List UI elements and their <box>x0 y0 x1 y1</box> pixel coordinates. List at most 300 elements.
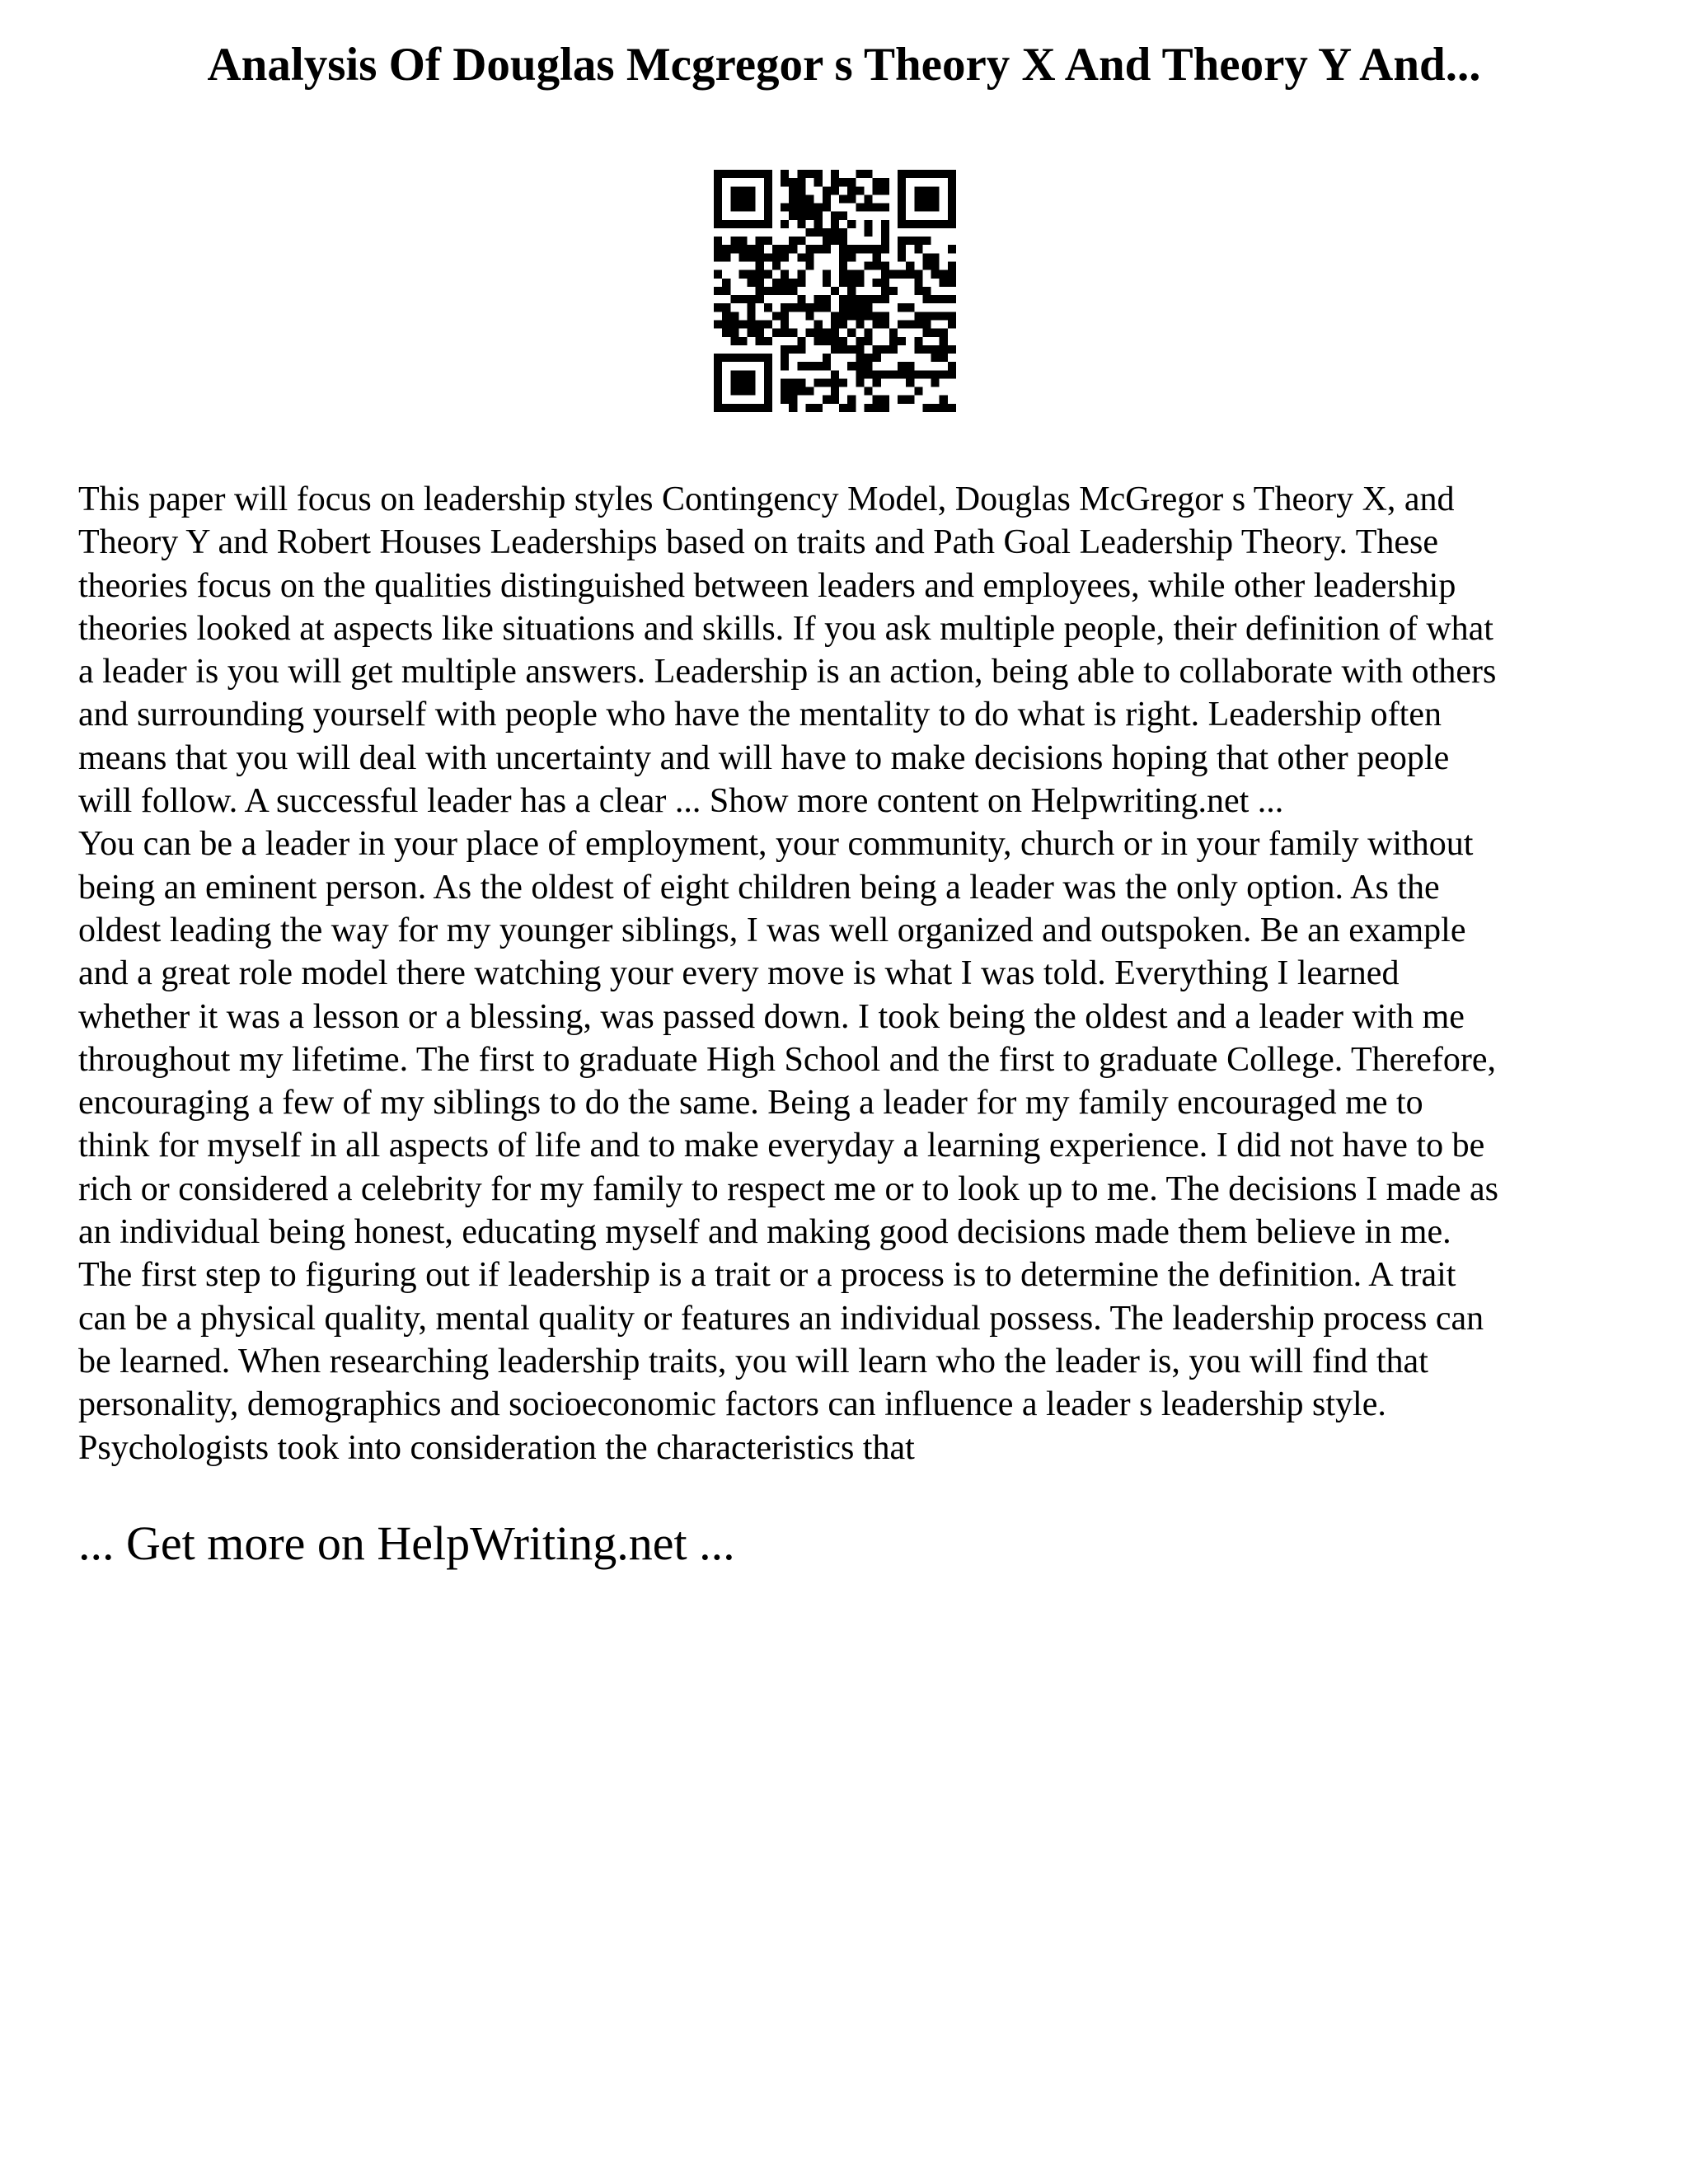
qr-module <box>898 370 906 378</box>
qr-module <box>781 204 789 212</box>
qr-module <box>847 220 856 228</box>
qr-module <box>839 253 847 261</box>
qr-module <box>906 270 914 279</box>
qr-module <box>781 329 789 337</box>
qr-module <box>738 337 747 345</box>
text-line: be learned. When researching leadership traits, you will learn who the leader is, you will find that <box>78 1342 1428 1380</box>
qr-module <box>789 378 797 387</box>
qr-module <box>789 237 797 245</box>
qr-module <box>898 253 906 261</box>
qr-module <box>748 295 756 303</box>
qr-module <box>714 303 722 312</box>
qr-module <box>772 287 781 295</box>
qr-module <box>789 186 797 194</box>
qr-module <box>864 404 872 412</box>
qr-module <box>856 320 864 328</box>
qr-module <box>781 345 789 354</box>
qr-module <box>914 270 922 279</box>
qr-module <box>823 295 831 303</box>
qr-module <box>940 354 948 362</box>
qr-module <box>948 270 956 279</box>
qr-module <box>714 354 772 362</box>
qr-module <box>864 370 872 378</box>
qr-module <box>856 170 864 178</box>
qr-module <box>931 253 940 261</box>
text-line: and surrounding yourself with people who have the mentality to do what is right. Leadership often <box>78 696 1442 734</box>
qr-module <box>730 337 738 345</box>
qr-module <box>823 337 831 345</box>
qr-module <box>789 387 797 396</box>
qr-module <box>738 253 747 261</box>
qr-module <box>730 295 738 303</box>
qr-module <box>797 387 805 396</box>
text-line: rich or considered a celebrity for my family to respect me or to look up to me. The decisions I made as <box>78 1169 1499 1208</box>
qr-module <box>948 245 956 253</box>
qr-module <box>756 279 764 287</box>
qr-module <box>714 220 772 228</box>
qr-module <box>881 237 889 245</box>
qr-module <box>931 378 940 387</box>
qr-module <box>806 245 814 253</box>
qr-module <box>889 337 898 345</box>
paragraph-1 <box>78 478 1628 823</box>
qr-module <box>881 312 889 320</box>
qr-module <box>797 220 805 228</box>
text-line: theories focus on the qualities distinguished between leaders and employees, while other leadership <box>78 566 1456 605</box>
qr-module <box>940 295 948 303</box>
qr-module <box>864 329 872 337</box>
qr-module <box>789 178 797 186</box>
qr-module <box>940 404 948 412</box>
qr-module <box>940 345 948 354</box>
qr-module <box>948 312 956 320</box>
qr-module <box>847 329 856 337</box>
qr-module <box>748 253 756 261</box>
qr-module <box>797 303 805 312</box>
qr-module <box>839 194 847 203</box>
qr-module <box>814 178 823 186</box>
text-line: means that you will deal with uncertainty and will have to make decisions hoping that other people <box>78 738 1450 777</box>
text-line: Theory Y and Robert Houses Leaderships based on traits and Path Goal Leadership Theory. These <box>78 523 1438 562</box>
qr-module <box>797 178 805 186</box>
qr-module <box>856 303 864 312</box>
qr-module <box>748 270 756 279</box>
qr-module <box>856 362 864 370</box>
qr-module <box>856 204 864 212</box>
qr-module <box>789 396 797 404</box>
qr-module <box>856 295 864 303</box>
qr-module <box>856 370 864 378</box>
qr-module <box>722 329 730 337</box>
qr-module <box>789 194 797 203</box>
qr-module <box>823 228 831 237</box>
qr-module <box>789 345 797 354</box>
qr-module <box>797 295 805 303</box>
qr-module <box>823 194 831 203</box>
qr-module <box>814 204 823 212</box>
qr-module <box>864 194 872 203</box>
qr-module <box>781 387 789 396</box>
qr-module <box>931 354 940 362</box>
qr-module <box>898 337 906 345</box>
qr-module <box>839 228 847 237</box>
qr-module <box>730 245 738 253</box>
qr-module <box>831 212 839 220</box>
qr-module <box>948 370 956 378</box>
qr-module <box>898 220 956 228</box>
qr-module <box>898 170 956 178</box>
qr-module <box>847 270 856 279</box>
qr-module <box>940 396 948 404</box>
qr-module <box>806 329 814 337</box>
qr-module <box>864 337 872 345</box>
qr-module <box>948 320 956 328</box>
qr-module <box>806 194 814 203</box>
qr-module <box>722 287 730 295</box>
qr-module <box>806 387 814 396</box>
qr-module <box>781 245 789 253</box>
qr-module <box>797 279 805 287</box>
qr-module <box>839 178 847 186</box>
qr-module <box>781 270 789 279</box>
qr-module <box>914 387 922 396</box>
qr-module <box>781 220 789 228</box>
qr-module <box>814 170 823 178</box>
qr-module <box>748 320 756 328</box>
qr-module <box>873 186 881 194</box>
qr-module <box>789 303 797 312</box>
qr-module <box>823 237 831 245</box>
qr-module <box>789 245 797 253</box>
qr-module <box>922 312 931 320</box>
qr-module <box>756 287 764 295</box>
qr-module <box>823 245 831 253</box>
text-line: a leader is you will get multiple answers. Leadership is an action, being able to collaborate with others <box>78 653 1497 691</box>
qr-module <box>889 345 898 354</box>
qr-module <box>814 362 823 370</box>
qr-module <box>914 287 922 295</box>
qr-module <box>831 170 839 178</box>
qr-module <box>881 287 889 295</box>
qr-module <box>864 228 872 237</box>
qr-module <box>881 220 889 228</box>
qr-module <box>864 362 872 370</box>
qr-module <box>856 312 864 320</box>
qr-module <box>730 370 755 395</box>
get-more-link[interactable]: ... Get more on HelpWriting.net ... <box>78 1516 735 1570</box>
qr-module <box>831 396 839 404</box>
qr-module <box>748 245 756 253</box>
qr-module <box>756 253 764 261</box>
qr-module <box>781 396 789 404</box>
qr-module <box>714 245 722 253</box>
qr-module <box>839 320 847 328</box>
text-line: whether it was a lesson or a blessing, was passed down. I took being the oldest and a leader with me <box>78 997 1465 1036</box>
qr-module <box>881 404 889 412</box>
qr-module <box>722 245 730 253</box>
text-line: The first step to figuring out if leadership is a trait or a process is to determine the definition. A trait <box>78 1256 1456 1295</box>
qr-module <box>881 178 889 186</box>
qr-module <box>730 329 738 337</box>
qr-module <box>831 387 839 396</box>
qr-module <box>948 262 956 270</box>
qr-module <box>847 362 856 370</box>
qr-module <box>756 270 764 279</box>
text-line: throughout my lifetime. The first to graduate High School and the first to graduate College. Therefore, <box>78 1040 1496 1079</box>
text-line: can be a physical quality, mental quality or features an individual possess. The leadership process can <box>78 1299 1484 1338</box>
qr-module <box>831 337 839 345</box>
qr-module <box>831 220 839 228</box>
qr-module <box>914 279 922 287</box>
qr-module <box>839 312 847 320</box>
qr-module <box>756 295 764 303</box>
qr-module <box>864 312 872 320</box>
text-line: think for myself in all aspects of life and to make everyday a learning experience. I did not have to be <box>78 1127 1485 1165</box>
qr-module <box>772 329 781 337</box>
qr-module <box>931 370 940 378</box>
qr-module <box>823 354 831 362</box>
qr-module <box>789 404 797 412</box>
qr-module <box>772 262 781 270</box>
text-line: being an eminent person. As the oldest of eight children being a leader was the only option. As the <box>78 868 1440 907</box>
qr-module <box>873 295 881 303</box>
qr-module <box>797 378 805 387</box>
qr-module <box>847 295 856 303</box>
qr-module <box>714 170 772 178</box>
qr-module <box>814 378 823 387</box>
qr-module <box>873 204 881 212</box>
qr-module <box>931 270 940 279</box>
qr-module <box>806 204 814 212</box>
qr-module <box>797 337 805 345</box>
qr-module <box>856 186 864 194</box>
qr-module <box>797 186 805 194</box>
qr-module <box>940 370 948 378</box>
qr-module <box>748 303 756 312</box>
qr-module <box>797 170 805 178</box>
qr-module <box>864 204 872 212</box>
qr-module <box>839 404 847 412</box>
qr-module <box>714 320 722 328</box>
qr-module <box>889 270 898 279</box>
qr-module <box>806 170 814 178</box>
qr-module <box>806 303 814 312</box>
qr-module <box>781 312 789 320</box>
qr-module <box>772 245 781 253</box>
qr-module <box>823 329 831 337</box>
qr-module <box>847 287 856 295</box>
qr-module <box>797 204 805 212</box>
qr-module <box>831 178 839 186</box>
qr-module <box>839 245 847 253</box>
qr-module <box>756 262 764 270</box>
qr-module <box>881 345 889 354</box>
document-body <box>78 478 1628 1469</box>
qr-module <box>748 279 756 287</box>
qr-module <box>764 354 772 412</box>
qr-module <box>889 287 898 295</box>
qr-module <box>714 270 722 279</box>
document-title: Analysis Of Douglas Mcgregor s Theory X And Theory Y And... <box>207 39 1481 91</box>
qr-module <box>831 312 839 320</box>
qr-module <box>814 329 823 337</box>
qr-module <box>881 245 889 253</box>
qr-module <box>914 245 922 253</box>
qr-module <box>931 262 940 270</box>
qr-module <box>756 329 764 337</box>
qr-module <box>764 270 772 279</box>
qr-module <box>756 337 764 345</box>
text-line: encouraging a few of my siblings to do the same. Being a leader for my family encouraged me to <box>78 1084 1423 1122</box>
qr-module <box>856 378 864 387</box>
qr-module <box>789 329 797 337</box>
qr-module <box>898 245 906 253</box>
paragraph-2 <box>78 823 1628 1469</box>
qr-module <box>931 312 940 320</box>
qr-module <box>898 170 906 228</box>
qr-module <box>714 237 722 245</box>
qr-module <box>797 345 805 354</box>
qr-module <box>940 329 948 337</box>
qr-module <box>847 312 856 320</box>
qr-module <box>906 320 914 328</box>
qr-module <box>738 245 747 253</box>
qr-module <box>864 262 872 270</box>
qr-module <box>764 253 772 261</box>
qr-module <box>789 279 797 287</box>
qr-module <box>856 245 864 253</box>
qr-module <box>922 329 931 337</box>
qr-module <box>714 170 722 228</box>
qr-module <box>922 320 931 328</box>
qr-module <box>772 253 781 261</box>
qr-module <box>839 345 847 354</box>
qr-module <box>948 362 956 370</box>
qr-module <box>806 312 814 320</box>
qr-module <box>922 262 931 270</box>
qr-module <box>881 262 889 270</box>
qr-module <box>789 204 797 212</box>
qr-module <box>914 370 922 378</box>
qr-module <box>847 194 856 203</box>
qr-module <box>940 337 948 345</box>
qr-module <box>839 378 847 387</box>
qr-module <box>873 354 881 362</box>
qr-module <box>722 279 730 287</box>
qr-module <box>831 378 839 387</box>
qr-module <box>906 370 914 378</box>
qr-module <box>781 170 789 178</box>
qr-module <box>940 270 948 279</box>
qr-module <box>730 186 755 211</box>
qr-module <box>914 345 922 354</box>
qr-module <box>864 295 872 303</box>
qr-module <box>814 220 823 228</box>
qr-module <box>873 262 881 270</box>
qr-module <box>856 345 864 354</box>
qr-module <box>772 312 781 320</box>
qr-module <box>714 404 772 412</box>
qr-module <box>839 337 847 345</box>
qr-module <box>823 378 831 387</box>
qr-module <box>898 320 906 328</box>
qr-module <box>738 237 747 245</box>
qr-module <box>831 237 839 245</box>
qr-module <box>864 387 872 396</box>
qr-module <box>714 253 722 261</box>
qr-module <box>814 320 823 328</box>
qr-module <box>730 320 738 328</box>
qr-module <box>806 362 814 370</box>
text-line: oldest leading the way for my younger siblings, I was well organized and outspoken. Be an example <box>78 911 1466 949</box>
qr-module <box>881 396 889 404</box>
qr-module <box>714 354 722 412</box>
qr-module <box>906 378 914 387</box>
qr-module <box>756 320 764 328</box>
qr-module <box>940 279 948 287</box>
qr-module <box>797 212 805 220</box>
qr-module <box>764 170 772 228</box>
qr-module <box>940 312 948 320</box>
qr-module <box>873 320 881 328</box>
qr-module <box>873 279 881 287</box>
text-line: Psychologists took into consideration the characteristics that <box>78 1428 915 1467</box>
qr-module <box>831 345 839 354</box>
qr-module <box>781 303 789 312</box>
qr-module <box>856 279 864 287</box>
qr-module <box>931 329 940 337</box>
qr-module <box>864 170 872 178</box>
qr-module <box>873 404 881 412</box>
qr-module <box>931 295 940 303</box>
qr-module <box>873 253 881 261</box>
text-line: theories looked at aspects like situations and skills. If you ask multiple people, their definition of what <box>78 609 1493 648</box>
qr-module <box>772 279 781 287</box>
qr-module <box>823 186 831 194</box>
qr-module <box>914 186 939 211</box>
qr-module <box>738 295 747 303</box>
qr-module <box>722 253 730 261</box>
qr-module <box>881 186 889 194</box>
text-line: You can be a leader in your place of employment, your community, church or in your family without <box>78 825 1474 864</box>
qr-module <box>856 354 864 362</box>
qr-module <box>823 279 831 287</box>
qr-module <box>847 253 856 261</box>
qr-module <box>764 287 772 295</box>
qr-module <box>898 362 906 370</box>
qr-module <box>881 228 889 237</box>
qr-module <box>839 303 847 312</box>
qr-module <box>906 237 914 245</box>
qr-module <box>847 178 856 186</box>
qr-module <box>814 228 823 237</box>
qr-module <box>781 279 789 287</box>
qr-module <box>839 279 847 287</box>
qr-module <box>806 212 814 220</box>
qr-module <box>806 262 814 270</box>
qr-module <box>764 337 772 345</box>
qr-module <box>873 312 881 320</box>
qr-module <box>906 362 914 370</box>
qr-module <box>922 404 931 412</box>
qr-module <box>922 287 931 295</box>
qr-module <box>948 170 956 228</box>
qr-module <box>831 370 839 378</box>
qr-module <box>823 303 831 312</box>
qr-module <box>873 378 881 387</box>
qr-module <box>738 320 747 328</box>
qr-module <box>781 354 789 362</box>
